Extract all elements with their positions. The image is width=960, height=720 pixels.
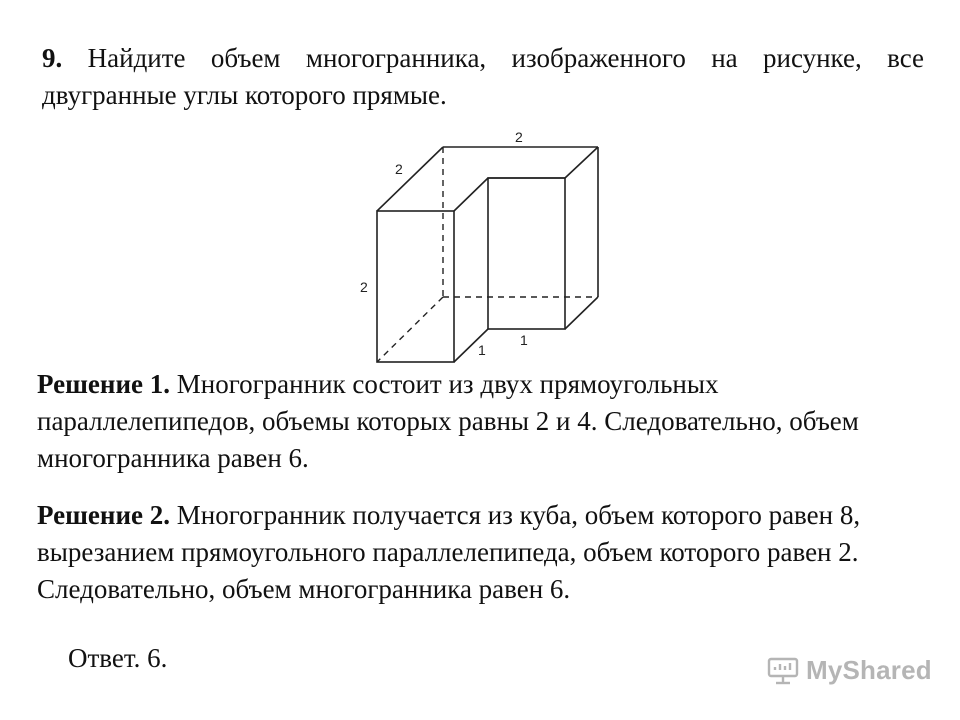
front-face-left <box>377 211 454 362</box>
solution-2 <box>37 497 923 608</box>
right-top-edge <box>565 147 598 178</box>
answer: Ответ. 6. <box>68 643 168 673</box>
watermark <box>766 655 932 686</box>
solution-2-text: Многогранник получается из куба, объем которого равен 8, вырезанием прямоугольного параллелепипеда, объем которого равен 2. Следовательно, объем многогранника равен 6. <box>37 500 861 604</box>
top-front-step-edge <box>454 178 488 211</box>
solution-1 <box>37 366 923 477</box>
projector-screen-icon <box>766 656 800 686</box>
front-face-right <box>488 178 565 329</box>
solution-1-text: Многогранник состоит из двух прямоугольных параллелепипедов, объемы которых равны 2 и 4. Следовательно, объем многогранника равен 6. <box>37 369 859 473</box>
watermark-brand: MyShared <box>806 655 932 685</box>
problem-text: Найдите объем многогранника, изображенного на рисунке, все двугранные углы которого прямые. <box>42 43 924 110</box>
hidden-bottom-left-edge <box>377 297 443 362</box>
problem-statement <box>42 40 924 114</box>
solution-2-label: Решение 2. <box>37 500 170 530</box>
polyhedron-figure <box>350 125 620 370</box>
problem-number: 9. <box>42 43 63 73</box>
label-top-left-edge: 2 <box>395 161 403 177</box>
label-top-back-edge: 2 <box>515 129 523 145</box>
label-bottom-right: 1 <box>520 332 528 348</box>
right-bottom-edge <box>565 297 598 329</box>
top-left-edge <box>377 147 443 211</box>
label-left-vertical: 2 <box>360 279 368 295</box>
solution-1-label: Решение 1. <box>37 369 170 399</box>
label-bottom-front: 1 <box>478 342 486 358</box>
